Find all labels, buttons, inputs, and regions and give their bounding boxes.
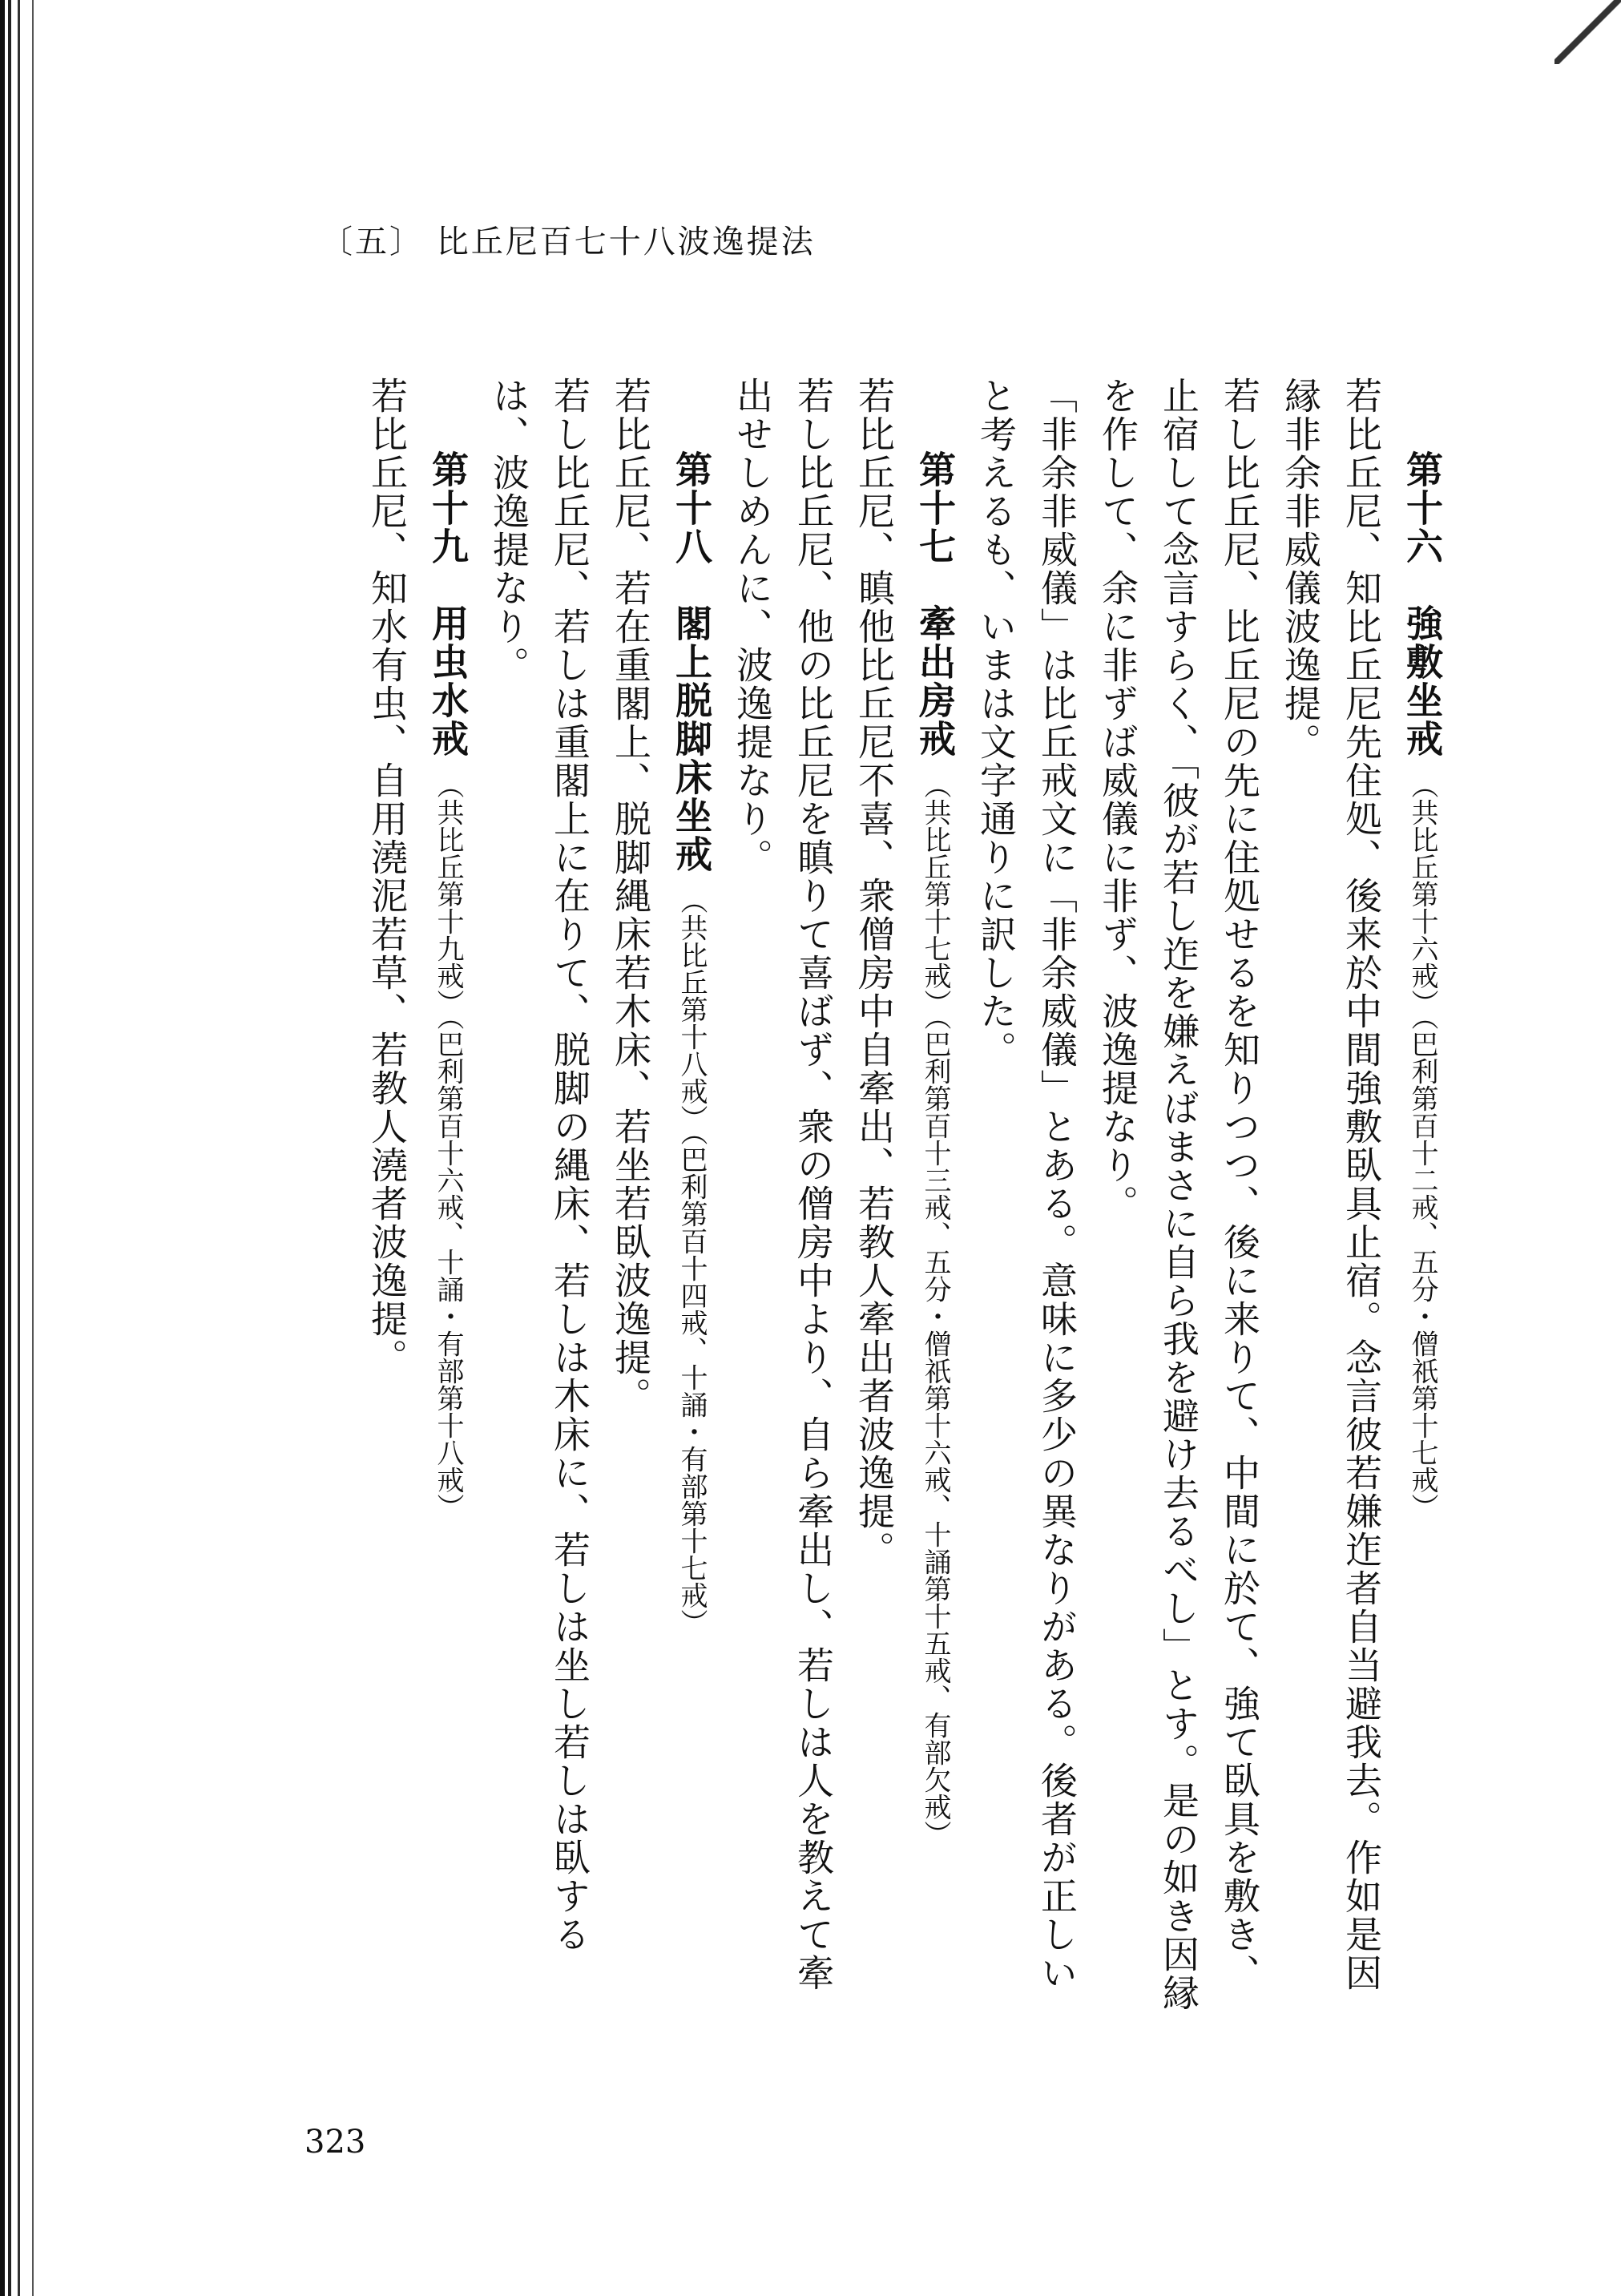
canon-text: 若比丘尼、知水有虫、自用澆泥若草、若教人澆者波逸提。 [365, 377, 409, 1377]
main-text [264, 377, 1453, 2024]
rule-note: （共比丘第十六戒）（巴利第百十二戒、五分・僧祇第十七戒） [1406, 771, 1438, 1521]
rule-title: 第十九 用虫水戒 [426, 450, 470, 758]
rule-16-heading [1392, 377, 1453, 2024]
rule-title: 第十七 牽出房戒 [913, 450, 957, 758]
commentary-text: 「非余非威儀」は比丘戒文に「非余威儀」とある。意味に多少の異なりがある。後者が正しいと考えるも、いまは文字通りに訳した。 [974, 377, 1079, 1992]
rule-title: 第十八 閣上脱脚床坐戒 [670, 450, 713, 874]
body-text: 若し比丘尼、他の比丘尼を瞋りて喜ばず、衆の僧房中より、自ら牽出し、若しは人を教えて牽出せしめんに、波逸提なり。 [731, 377, 835, 1992]
rule-18-heading [661, 377, 722, 2024]
page-corner-mark [1554, 0, 1621, 64]
canon-text: 若比丘尼、若在重閣上、脱脚縄床若木床、若坐若臥波逸提。 [609, 377, 652, 1415]
rule-19-heading [417, 377, 478, 2024]
canon-text: 若比丘尼、瞋他比丘尼不喜、衆僧房中自牽出、若教人牽出者波逸提。 [853, 377, 896, 1569]
body-text: 若し比丘尼、若しは重閣上に在りて、脱脚の縄床、若しは木床に、若しは坐し若しは臥するは、波逸提なり。 [487, 377, 591, 1954]
rule-note: （共比丘第十七戒）（巴利第百十三戒、五分・僧祇第十六戒、十誦第十五戒、有部欠戒） [919, 771, 951, 1848]
rule-note: （共比丘第十九戒）（巴利第百十六戒、十誦・有部第十八戒） [432, 771, 464, 1521]
rule-title: 第十六 強敷坐戒 [1401, 450, 1444, 758]
running-header: 〔五〕 比丘尼百七十八波逸提法 [321, 224, 816, 260]
body-text: 若し比丘尼、比丘尼の先に住処せるを知りつつ、後に来りて、中間に於て、強て臥具を敷き、止宿して念言すらく、「彼が若し迮を嫌えばまさに自ら我を避け去るべし」とす。是の如き因縁を作して、余に非ずば威儀に非ず、波逸提なり。 [1096, 377, 1261, 2012]
book-binding-edge [0, 0, 56, 2296]
canon-text: 若比丘尼、知比丘尼先住処、後来於中間強敷臥具止宿。念言彼若嫌迮者自当避我去。作如是因縁非余非威儀波逸提。 [1279, 377, 1383, 1992]
rule-17-heading [905, 377, 966, 2024]
page-number: 323 [304, 2124, 366, 2161]
rule-note: （共比丘第十八戒）（巴利第百十四戒、十誦・有部第十七戒） [675, 886, 708, 1636]
